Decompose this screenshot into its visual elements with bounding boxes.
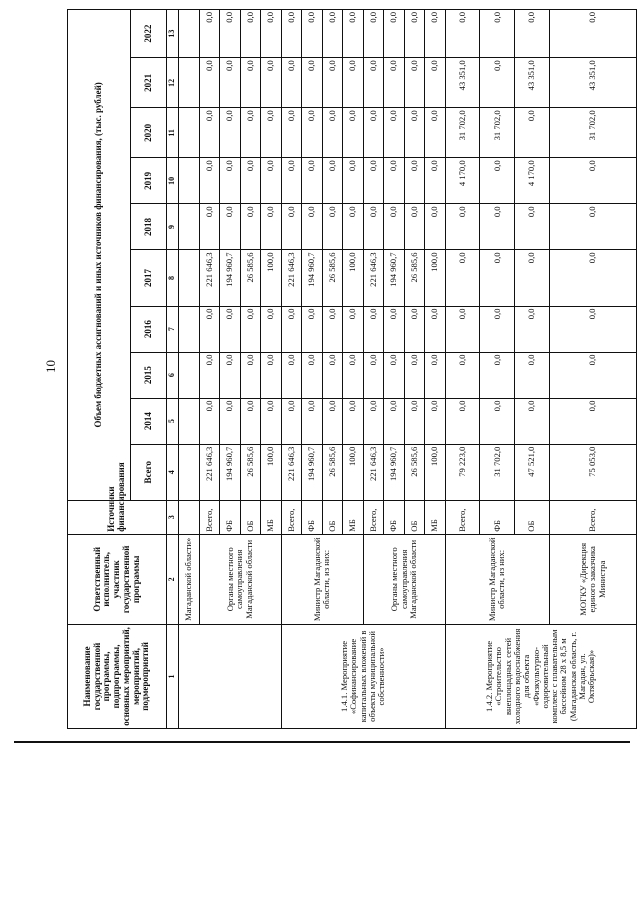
row-value: 0,0 <box>343 10 364 58</box>
row-value: 43 351,0 <box>445 58 480 108</box>
table-row <box>549 10 636 729</box>
row-value: 194 960,7 <box>384 250 405 306</box>
row-value: 221 646,3 <box>281 444 302 500</box>
row-source: МБ <box>261 500 282 534</box>
row-value: 0,0 <box>384 108 405 158</box>
column-number: 11 <box>167 108 179 158</box>
row-value: 0,0 <box>480 58 515 108</box>
row-value: 0,0 <box>425 158 446 204</box>
row-value: 0,0 <box>549 398 636 444</box>
row-source: ФБ <box>220 500 241 534</box>
row-value: 26 585,6 <box>240 444 261 500</box>
row-value: 0,0 <box>549 158 636 204</box>
row-value: 0,0 <box>515 250 550 306</box>
row-value: 0,0 <box>404 306 425 352</box>
row-value: 0,0 <box>480 158 515 204</box>
row-value: 0,0 <box>384 58 405 108</box>
row-value: 100,0 <box>425 444 446 500</box>
table-row <box>199 10 220 729</box>
row-value: 0,0 <box>240 204 261 250</box>
table-row <box>281 10 302 729</box>
row-value: 0,0 <box>445 398 480 444</box>
row-value: 0,0 <box>220 58 241 108</box>
row-value: 0,0 <box>240 158 261 204</box>
row-value: 4 170,0 <box>515 158 550 204</box>
row-value: 0,0 <box>199 306 220 352</box>
row-value: 0,0 <box>404 158 425 204</box>
row-value: 194 960,7 <box>302 444 323 500</box>
row-value: 0,0 <box>261 352 282 398</box>
row-value: 194 960,7 <box>302 250 323 306</box>
row-source: ФБ <box>384 500 405 534</box>
row-value: 0,0 <box>404 10 425 58</box>
row-source: МБ <box>343 500 364 534</box>
header-year: 2014 <box>131 398 167 444</box>
row-value: 0,0 <box>384 398 405 444</box>
budget-table <box>67 9 637 729</box>
row-value: 100,0 <box>261 444 282 500</box>
row-value <box>179 398 200 444</box>
row-source: Всего, <box>281 500 302 534</box>
row-value: 0,0 <box>240 398 261 444</box>
header-year: 2017 <box>131 250 167 306</box>
row-value: 26 585,6 <box>404 250 425 306</box>
column-number: 2 <box>167 534 179 624</box>
row-value: 79 223,0 <box>445 444 480 500</box>
column-number: 6 <box>167 352 179 398</box>
row-value: 47 521,0 <box>515 444 550 500</box>
row-value: 0,0 <box>281 204 302 250</box>
row-name <box>179 624 282 728</box>
row-value: 0,0 <box>343 398 364 444</box>
row-value: 221 646,3 <box>363 444 384 500</box>
row-value: 0,0 <box>261 108 282 158</box>
column-number: 1 <box>167 624 179 728</box>
row-value: 0,0 <box>445 204 480 250</box>
row-value: 0,0 <box>480 306 515 352</box>
row-value <box>179 250 200 306</box>
row-value: 0,0 <box>480 398 515 444</box>
row-value: 0,0 <box>302 158 323 204</box>
row-value: 0,0 <box>281 352 302 398</box>
row-value: 0,0 <box>199 10 220 58</box>
row-value: 0,0 <box>302 306 323 352</box>
row-value <box>179 306 200 352</box>
header-volume: Объем бюджетных ассигнований и иных источников финансирования, (тыс. рублей) <box>68 10 131 501</box>
row-value: 26 585,6 <box>322 250 343 306</box>
row-value: 0,0 <box>425 10 446 58</box>
row-value: 0,0 <box>343 306 364 352</box>
row-value: 0,0 <box>343 158 364 204</box>
row-value: 0,0 <box>549 204 636 250</box>
row-value: 0,0 <box>199 58 220 108</box>
row-value: 26 585,6 <box>240 250 261 306</box>
table-row <box>179 10 200 729</box>
row-value: 0,0 <box>261 158 282 204</box>
row-value: 0,0 <box>363 10 384 58</box>
row-value: 0,0 <box>384 306 405 352</box>
row-source: ОБ <box>404 500 425 534</box>
row-name: 1.4.1. Мероприятие «Софинансирование капитальных вложений в объекты муниципальной собственности» <box>281 624 445 728</box>
row-source: Всего, <box>549 500 636 534</box>
row-value: 0,0 <box>515 204 550 250</box>
row-value: 100,0 <box>261 250 282 306</box>
row-value <box>179 58 200 108</box>
budget-table-region <box>67 9 637 729</box>
row-value <box>179 204 200 250</box>
row-value: 0,0 <box>445 352 480 398</box>
row-value: 0,0 <box>425 306 446 352</box>
row-source: Всего, <box>199 500 220 534</box>
row-source: МБ <box>425 500 446 534</box>
row-value: 0,0 <box>240 108 261 158</box>
header-year: 2019 <box>131 158 167 204</box>
row-value: 0,0 <box>445 250 480 306</box>
row-value: 0,0 <box>302 10 323 58</box>
row-value: 0,0 <box>549 10 636 58</box>
row-value: 0,0 <box>220 306 241 352</box>
row-value: 0,0 <box>322 306 343 352</box>
row-value: 0,0 <box>220 204 241 250</box>
row-value: 0,0 <box>220 108 241 158</box>
row-value: 0,0 <box>425 58 446 108</box>
row-executor: Министр Магаданской области, из них: <box>281 534 363 624</box>
row-value: 0,0 <box>281 158 302 204</box>
row-value: 0,0 <box>480 352 515 398</box>
row-source: ФБ <box>302 500 323 534</box>
row-value: 0,0 <box>302 352 323 398</box>
row-executor: Органы местного самоуправления Магаданской области <box>363 534 445 624</box>
row-value: 0,0 <box>384 10 405 58</box>
row-value: 0,0 <box>322 204 343 250</box>
row-value: 0,0 <box>404 204 425 250</box>
row-value: 0,0 <box>220 10 241 58</box>
column-number: 5 <box>167 398 179 444</box>
row-value: 0,0 <box>480 204 515 250</box>
row-value: 194 960,7 <box>220 250 241 306</box>
row-value: 0,0 <box>220 398 241 444</box>
row-value: 0,0 <box>384 352 405 398</box>
row-value <box>179 352 200 398</box>
row-value: 0,0 <box>240 352 261 398</box>
row-value: 221 646,3 <box>363 250 384 306</box>
row-value <box>179 10 200 58</box>
row-value: 0,0 <box>261 204 282 250</box>
row-value: 0,0 <box>343 58 364 108</box>
header-year: 2021 <box>131 58 167 108</box>
row-value: 0,0 <box>363 352 384 398</box>
row-value: 0,0 <box>322 398 343 444</box>
row-value: 0,0 <box>302 58 323 108</box>
column-number: 3 <box>167 500 179 534</box>
row-value: 0,0 <box>302 204 323 250</box>
row-value: 0,0 <box>240 306 261 352</box>
row-value: 194 960,7 <box>384 444 405 500</box>
row-executor: МОГКУ «Дирекция единого заказчика Министра <box>549 534 636 624</box>
row-value: 0,0 <box>220 352 241 398</box>
row-value: 31 702,0 <box>445 108 480 158</box>
row-value: 0,0 <box>363 204 384 250</box>
row-source: Всего, <box>445 500 480 534</box>
row-value: 0,0 <box>425 204 446 250</box>
row-value: 0,0 <box>384 204 405 250</box>
column-number: 10 <box>167 158 179 204</box>
row-value: 0,0 <box>322 10 343 58</box>
row-value: 0,0 <box>404 398 425 444</box>
header-name: Наименование государственной программы, подпрограммы, основных мероприятий, мероприятий, подмероприятий <box>68 624 167 728</box>
row-value: 100,0 <box>425 250 446 306</box>
row-value: 221 646,3 <box>199 250 220 306</box>
row-value: 0,0 <box>281 58 302 108</box>
row-value: 0,0 <box>549 352 636 398</box>
row-value: 0,0 <box>240 10 261 58</box>
header-source: Источники финансирования <box>68 500 167 534</box>
column-number: 7 <box>167 306 179 352</box>
row-source: Всего, <box>363 500 384 534</box>
row-value: 0,0 <box>322 58 343 108</box>
row-value: 0,0 <box>199 108 220 158</box>
row-value: 0,0 <box>363 158 384 204</box>
row-value: 0,0 <box>343 108 364 158</box>
header-total: Всего <box>131 444 167 500</box>
row-value: 0,0 <box>302 398 323 444</box>
row-value: 0,0 <box>240 58 261 108</box>
row-value: 0,0 <box>363 306 384 352</box>
row-value: 0,0 <box>199 204 220 250</box>
row-value: 0,0 <box>261 398 282 444</box>
row-value: 0,0 <box>199 352 220 398</box>
row-source: ОБ <box>322 500 343 534</box>
row-name: 1.4.2. Мероприятие «Строительство внеплощадных сетей холодного водоснабжения для объекта «Физкультурно-оздоровительный комплекс с плавательным бассейном 28 х 8,5 м (Магаданская область, г. Магадан, ул. Октябрьская)» <box>445 624 636 728</box>
row-value: 194 960,7 <box>220 444 241 500</box>
header-year: 2015 <box>131 352 167 398</box>
row-value: 0,0 <box>220 158 241 204</box>
row-value: 0,0 <box>281 10 302 58</box>
row-value: 0,0 <box>480 250 515 306</box>
row-source: ОБ <box>515 500 550 534</box>
row-value: 0,0 <box>363 398 384 444</box>
row-value: 0,0 <box>281 306 302 352</box>
page-divider <box>14 741 630 743</box>
row-value: 0,0 <box>425 352 446 398</box>
row-value: 0,0 <box>515 10 550 58</box>
row-value: 0,0 <box>515 108 550 158</box>
column-number: 8 <box>167 250 179 306</box>
row-value: 0,0 <box>404 58 425 108</box>
row-value: 43 351,0 <box>549 58 636 108</box>
budget-table-wrapper <box>67 9 637 729</box>
header-year: 2022 <box>131 10 167 58</box>
row-value: 0,0 <box>261 10 282 58</box>
row-value: 0,0 <box>515 306 550 352</box>
row-value: 43 351,0 <box>515 58 550 108</box>
table-row <box>363 10 384 729</box>
header-executor: Ответственный исполнитель, участник государственной программы <box>68 534 167 624</box>
row-value: 0,0 <box>322 158 343 204</box>
row-value: 4 170,0 <box>445 158 480 204</box>
page-number: 10 <box>43 360 58 373</box>
row-value: 0,0 <box>549 250 636 306</box>
column-number: 4 <box>167 444 179 500</box>
row-value: 0,0 <box>281 108 302 158</box>
row-value: 75 053,0 <box>549 444 636 500</box>
row-value: 0,0 <box>261 306 282 352</box>
row-value: 26 585,6 <box>322 444 343 500</box>
row-value: 0,0 <box>199 158 220 204</box>
row-value: 100,0 <box>343 444 364 500</box>
column-number: 9 <box>167 204 179 250</box>
row-value: 0,0 <box>363 108 384 158</box>
row-value: 0,0 <box>445 10 480 58</box>
row-executor: Министр Магаданской области, из них: <box>445 534 549 624</box>
row-value: 100,0 <box>343 250 364 306</box>
row-source <box>179 500 200 534</box>
row-executor: Органы местного самоуправления Магаданской области <box>199 534 281 624</box>
row-value: 0,0 <box>425 108 446 158</box>
header-year: 2018 <box>131 204 167 250</box>
row-value: 0,0 <box>302 108 323 158</box>
row-value: 0,0 <box>384 158 405 204</box>
row-value: 0,0 <box>322 352 343 398</box>
row-value: 0,0 <box>515 398 550 444</box>
row-value: 0,0 <box>515 352 550 398</box>
row-value <box>179 108 200 158</box>
row-value: 0,0 <box>425 398 446 444</box>
column-number: 13 <box>167 10 179 58</box>
row-value <box>179 158 200 204</box>
row-value: 26 585,6 <box>404 444 425 500</box>
row-value: 0,0 <box>404 352 425 398</box>
row-value: 0,0 <box>480 10 515 58</box>
header-year: 2020 <box>131 108 167 158</box>
row-value: 31 702,0 <box>549 108 636 158</box>
row-value: 0,0 <box>281 398 302 444</box>
row-value: 0,0 <box>322 108 343 158</box>
table-row <box>445 10 480 729</box>
row-source: ОБ <box>240 500 261 534</box>
row-value: 0,0 <box>261 58 282 108</box>
column-number: 12 <box>167 58 179 108</box>
row-value: 31 702,0 <box>480 444 515 500</box>
row-value: 0,0 <box>199 398 220 444</box>
row-value: 0,0 <box>549 306 636 352</box>
header-year: 2016 <box>131 306 167 352</box>
row-source: ФБ <box>480 500 515 534</box>
row-value: 0,0 <box>343 204 364 250</box>
row-value <box>179 444 200 500</box>
row-value: 221 646,3 <box>281 250 302 306</box>
row-value: 221 646,3 <box>199 444 220 500</box>
row-value: 0,0 <box>363 58 384 108</box>
row-value: 0,0 <box>445 306 480 352</box>
row-value: 0,0 <box>343 352 364 398</box>
row-executor: Магаданской области» <box>179 534 200 624</box>
row-value: 0,0 <box>404 108 425 158</box>
row-value: 31 702,0 <box>480 108 515 158</box>
